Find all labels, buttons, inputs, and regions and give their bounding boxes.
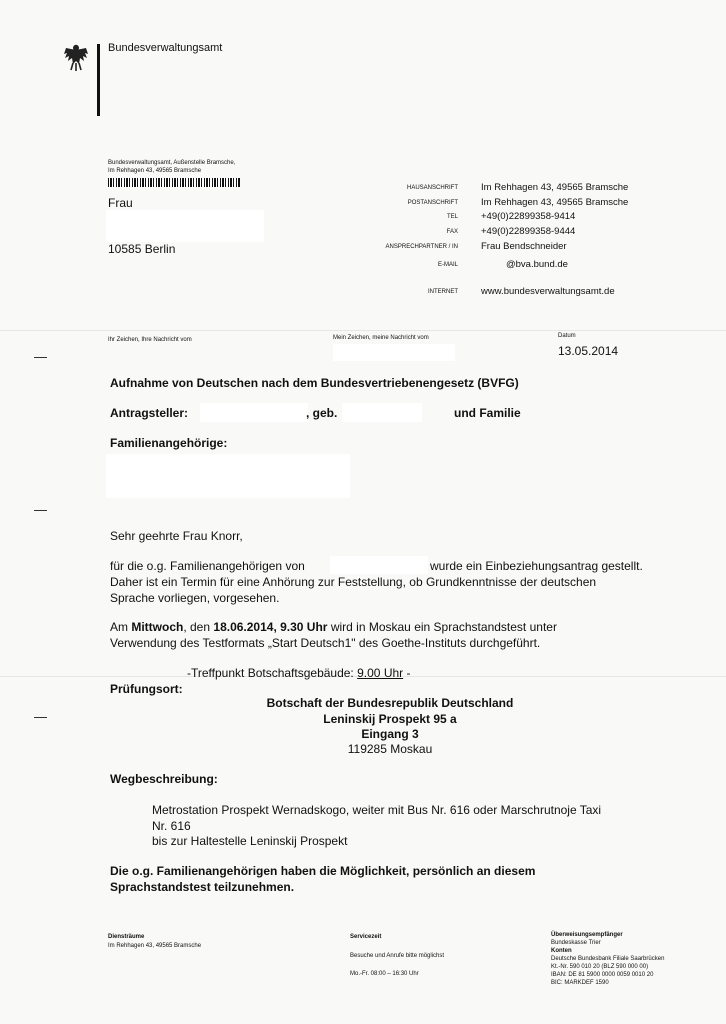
weekday: Mittwoch [131, 620, 184, 634]
test-date-line [110, 620, 557, 634]
paragraph-text: Verwendung des Testformats „Start Deutsch1" des Goethe-Instituts durchgeführt. [110, 636, 541, 650]
fold-mark [34, 717, 47, 718]
footer-title: Servicezeit [350, 934, 382, 940]
contact-label: E-MAIL [437, 262, 458, 268]
paragraph-text: für die o.g. Familienangehörigen von [110, 559, 305, 573]
footer-text: Im Rehhagen 43, 49565 Bramsche [108, 943, 202, 949]
contact-label: POSTANSCHRIFT [407, 200, 458, 206]
contact-label: INTERNET [428, 289, 458, 295]
postal-barcode [108, 178, 240, 187]
greeting: Sehr geehrte Frau Knorr, [110, 529, 243, 543]
venue-line: Eingang 3 [361, 727, 419, 741]
footer-text: Bundeskasse Trier [551, 940, 601, 946]
venue-line: 119285 Moskau [347, 742, 433, 756]
directions-text: Metrostation Prospekt Wernadskogo, weiter mit Bus Nr. 616 oder Marschrutnoje Taxi [152, 803, 602, 817]
und-familie-label: und Familie [454, 406, 521, 420]
footer-text: Kt.-Nr. 590 010 20 (BLZ 590 000 00) [551, 964, 649, 970]
redaction-box [200, 403, 308, 422]
contact-value: Im Rehhagen 43, 49565 Bramsche [481, 182, 629, 193]
contact-value: @bva.bund.de [506, 259, 568, 270]
footer-title: Konten [551, 948, 572, 954]
contact-label: HAUSANSCHRIFT [406, 185, 458, 191]
meeting-time: 9.00 Uhr [357, 666, 404, 680]
fold-line [0, 330, 726, 331]
contact-label: FAX [446, 229, 458, 235]
contact-label: TEL [446, 214, 458, 220]
footer-text: Besuche und Anrufe bitte möglichst [350, 953, 445, 959]
meeting-point [187, 666, 411, 680]
recipient-city: 10585 Berlin [108, 242, 176, 256]
directions-text: Nr. 616 [152, 819, 191, 833]
fold-mark [34, 357, 47, 358]
paragraph-text: Daher ist ein Termin für eine Anhörung zur Feststellung, ob Grundkenntnisse der deutschen [110, 575, 597, 589]
footer-text: BIC: MARKDEF 1590 [551, 980, 609, 986]
subject-line: Aufnahme von Deutschen nach dem Bundesvertriebenengesetz (BVFG) [110, 376, 519, 390]
redaction-box [106, 454, 350, 498]
sender-line: Bundesverwaltungsamt, Außenstelle Bramsche, [108, 160, 236, 166]
footer-title: Diensträume [108, 934, 145, 940]
footer-text: Mo.-Fr. 08:00 – 16:30 Uhr [350, 971, 419, 977]
geb-label: , geb. [306, 406, 338, 420]
venue-line: Leninskij Prospekt 95 a [323, 712, 457, 726]
footer-text: IBAN: DE 81 5900 0000 0059 0010 20 [551, 972, 654, 978]
letter-date: 13.05.2014 [558, 344, 619, 358]
footer-text: Deutsche Bundesbank Filiale Saarbrücken [551, 956, 665, 962]
redaction-box [330, 556, 428, 574]
directions-text: bis zur Haltestelle Leninskij Prospekt [152, 834, 348, 848]
meeting-suffix: - [406, 666, 411, 680]
paragraph-text: Am [110, 620, 128, 634]
meeting-prefix: -Treffpunkt Botschaftsgebäude: [187, 666, 354, 680]
family-label: Familienangehörige: [110, 436, 228, 450]
redaction-box [106, 210, 264, 242]
redaction-box [333, 344, 455, 361]
date-label: Datum [558, 333, 576, 339]
applicant-label: Antragsteller: [110, 406, 189, 420]
your-reference-label: Ihr Zeichen, Ihre Nachricht vom [108, 337, 192, 343]
paragraph-text: Sprache vorliegen, vorgesehen. [110, 591, 280, 605]
venue-line: Botschaft der Bundesrepublik Deutschland [266, 696, 514, 710]
contact-value: +49(0)22899358-9414 [481, 211, 576, 222]
letterhead-bar [97, 44, 100, 116]
paragraph-text: , den [183, 620, 211, 634]
agency-name: Bundesverwaltungsamt [108, 42, 223, 54]
closing-text: Sprachstandstest teilzunehmen. [110, 880, 295, 894]
contact-value: Im Rehhagen 43, 49565 Bramsche [481, 197, 629, 208]
contact-label: ANSPRECHPARTNER / IN [385, 244, 458, 250]
venue-label: Prüfungsort: [110, 682, 183, 696]
footer-title: Überweisungsempfänger [551, 932, 623, 938]
redaction-box [342, 403, 422, 422]
my-reference-label: Mein Zeichen, meine Nachricht vom [333, 335, 429, 341]
federal-eagle-icon [62, 42, 90, 72]
contact-value: Frau Bendschneider [481, 241, 567, 252]
recipient-salutation: Frau [108, 196, 133, 210]
closing-text: Die o.g. Familienangehörigen haben die Möglichkeit, persönlich an diesem [110, 864, 536, 878]
contact-value: www.bundesverwaltungsamt.de [481, 286, 615, 297]
paragraph-text: wurde ein Einbeziehungsantrag gestellt. [430, 559, 643, 573]
paragraph-text: wird in Moskau ein Sprachstandstest unter [330, 620, 557, 634]
fold-mark [34, 510, 47, 511]
contact-value: +49(0)22899358-9444 [481, 226, 576, 237]
directions-label: Wegbeschreibung: [110, 772, 218, 786]
test-date: 18.06.2014, 9.30 Uhr [213, 620, 328, 634]
sender-line: Im Rehhagen 43, 49565 Bramsche [108, 168, 202, 174]
